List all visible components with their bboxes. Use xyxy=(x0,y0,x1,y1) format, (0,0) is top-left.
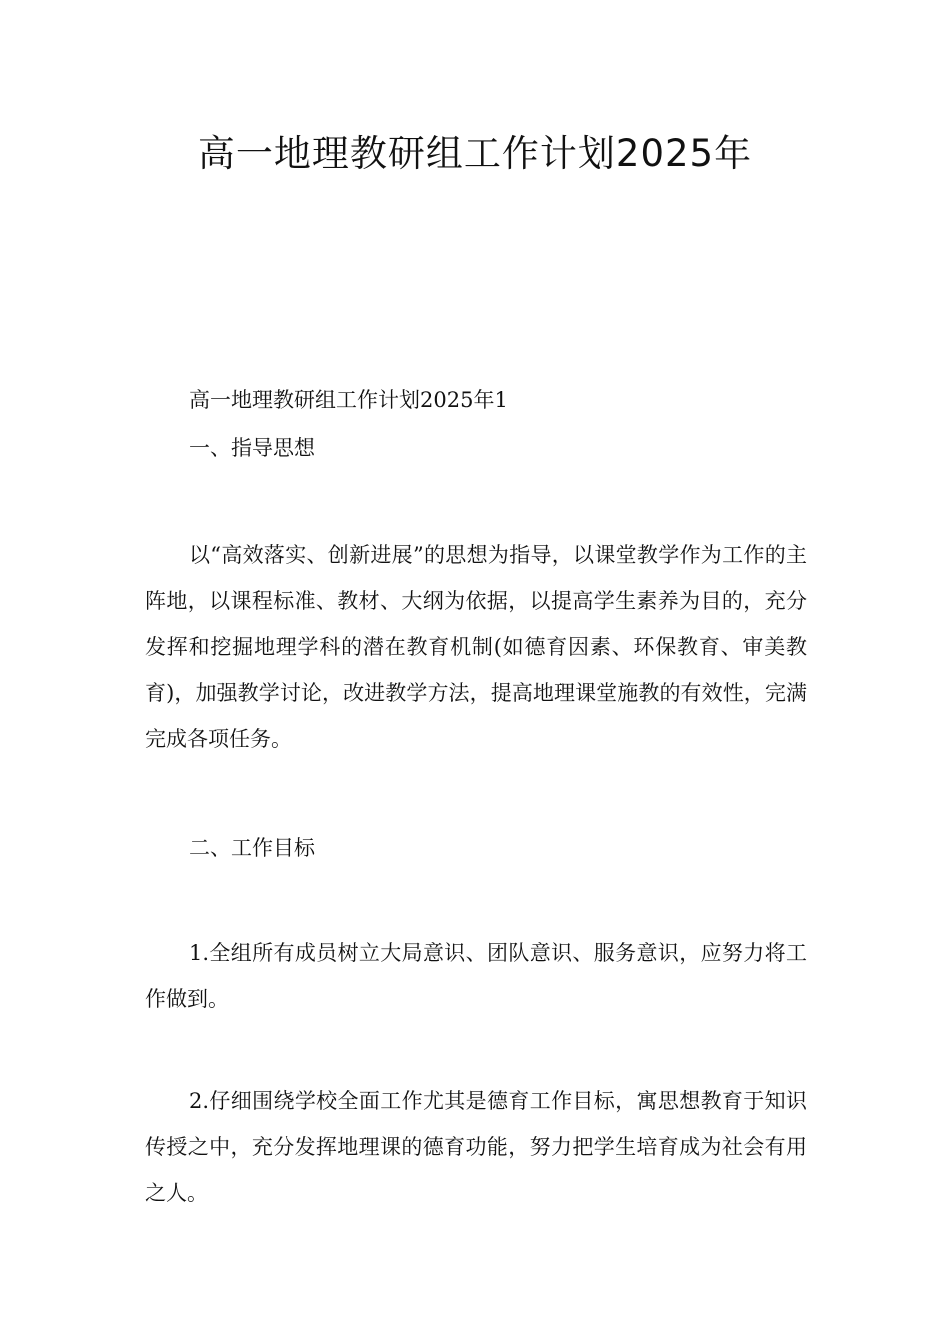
section-heading-guiding-ideology: 一、指导思想 xyxy=(189,436,315,460)
document-title: 高一地理教研组工作计划2025年 xyxy=(197,132,753,175)
work-goal-item-2: 2.仔细围绕学校全面工作尤其是德育工作目标，寓思想教育于知识传授之中，充分发挥地理课的德育功能，努力把学生培育成为社会有用之人。 xyxy=(145,1089,807,1205)
document-subtitle: 高一地理教研组工作计划2025年1 xyxy=(189,388,508,412)
work-goal-item-1: 1.全组所有成员树立大局意识、团队意识、服务意识，应努力将工作做到。 xyxy=(145,941,807,1011)
section-paragraph-guiding-ideology: 以“高效落实、创新进展”的思想为指导，以课堂教学作为工作的主阵地，以课程标准、教材、大纲为依据，以提高学生素养为目的，充分发挥和挖掘地理学科的潜在教育机制(如德育因素、环保教育、审美教育)，加强教学讨论，改进教学方法，提高地理课堂施教的有效性，完满完成各项任务。 xyxy=(145,543,807,751)
section-heading-work-goals: 二、工作目标 xyxy=(189,836,315,860)
